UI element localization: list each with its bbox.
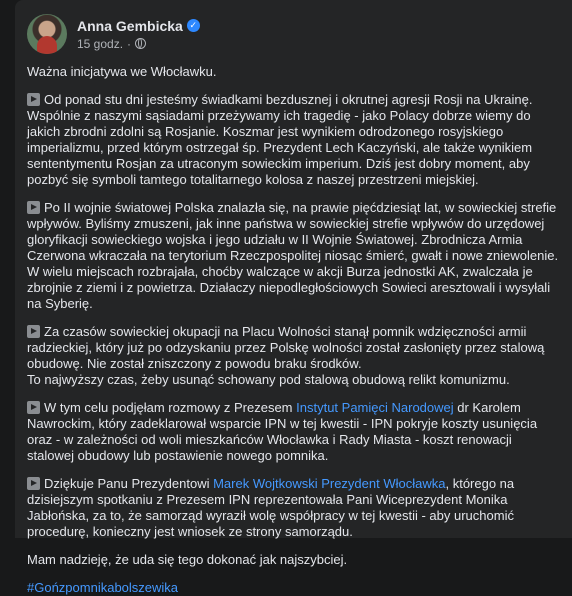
post-card bbox=[15, 0, 572, 595]
paragraph-1-text: Od ponad stu dni jesteśmy świadkami bezdusznej i okrutnej agresji Rosji na Ukrainę. Wspólnie z naszymi sąsiadami przeżywamy ich tragedię - jako Polacy dobrze wiemy do jakich zbrodni zdolni są Rosjanie. Koszmar jest wynikiem odrodzonego rosyjskiego imperializmu, przed którym ostrzegał śp. Prezydent Lech Kaczyński, ale także wynikiem sententymentu Rosjan za utraconym sowieckim imperium. Dziś jest dobry moment, aby pozbyć się symboli tamtego totalitarnego kolosa z naszej przestrzeni miejskiej. bbox=[27, 92, 533, 187]
post-paragraph-1 bbox=[27, 92, 560, 188]
post-meta bbox=[77, 18, 200, 51]
post-paragraph-5 bbox=[27, 476, 560, 540]
play-button-icon bbox=[27, 201, 40, 214]
play-button-icon bbox=[27, 325, 40, 338]
paragraph-4-text-after: dr Karolem Nawrockim, który zadeklarował wsparcie IPN w tej kwestii - IPN pokryje koszty usunięcia oraz - w zależności od woli mieszkańców Włocławka i Rady Miasta - koszt renowacji stalowej obudowy lub postawienie nowego pomnika. bbox=[27, 400, 538, 463]
post-paragraph-2 bbox=[27, 200, 560, 312]
play-button-icon bbox=[27, 93, 40, 106]
timestamp-row bbox=[77, 37, 200, 51]
post-header bbox=[27, 14, 560, 54]
play-button-icon bbox=[27, 477, 40, 490]
paragraph-2-text: Po II wojnie światowej Polska znalazła się, na prawie pięćdziesiąt lat, w sowieckiej strefie wpływów. Byliśmy zmuszeni, jak inne państwa w sowieckiej strefie wpływów do urzędowej gloryfikacji sowieckiego wojska i jego udziału w II Wojnie Światowej. Zbrodnicza Armia Czerwona wkraczała na terytorium Rzeczpospolitej niosąc śmierć, gwałt i nowe zniewolenie. W wielu miejscach rozbrajała, choćby walczące w akcji Burza jednostki AK, zwalczała je zbrojnie z ziemi i z powietrza. Działaczy niepodległościowych Sowieci aresztowali i wysyłali na Syberię. bbox=[27, 200, 559, 311]
post-paragraph-3 bbox=[27, 324, 560, 388]
ipn-page-link[interactable]: Instytut Pamięci Narodowej bbox=[296, 400, 454, 415]
globe-icon[interactable] bbox=[135, 38, 146, 49]
paragraph-3-text-2: To najwyższy czas, żeby usunąć schowany pod stalową obudową relikt komunizmu. bbox=[27, 372, 510, 387]
post-intro: Ważna inicjatywa we Włocławku. bbox=[27, 64, 217, 79]
paragraph-5-text-before: Dziękuje Panu Prezydentowi bbox=[44, 476, 214, 491]
post-hashtag-line bbox=[27, 580, 560, 596]
post-paragraph-4 bbox=[27, 400, 560, 464]
separator: · bbox=[127, 36, 132, 51]
paragraph-4-text-before: W tym celu podjęłam rozmowy z Prezesem bbox=[44, 400, 297, 415]
verified-badge-icon: ✓ bbox=[187, 19, 200, 32]
paragraph-5-text-after: , którego na dzisiejszym spotkaniu z Prezesem IPN reprezentowała Pani Wiceprezydent Monika Jabłońska, za to, że samorząd wyraził wolę współpracy w tej kwestii - aby uruchomić procedurę, konieczny jest wniosek ze strony samorządu. bbox=[27, 476, 515, 539]
hashtag-link[interactable]: #Gońzpomnikabolszewika bbox=[27, 580, 179, 595]
post-body bbox=[27, 64, 560, 596]
post-timestamp[interactable]: 15 godz. bbox=[77, 36, 124, 51]
avatar[interactable] bbox=[27, 14, 67, 54]
mayor-page-link[interactable]: Marek Wojtkowski Prezydent Włocławka bbox=[213, 476, 446, 491]
author-name[interactable]: Anna Gembicka bbox=[77, 17, 183, 34]
play-button-icon bbox=[27, 401, 40, 414]
paragraph-3-text: Za czasów sowieckiej okupacji na Placu Wolności stanął pomnik wdzięczności armii radzieckiej, który już po odzyskaniu przez Polskę wolności został zasłonięty przez stalową obudowę. Nie został zniszczony z powodu braku środków. bbox=[27, 324, 545, 371]
post-closing: Mam nadzieję, że uda się tego dokonać jak najszybciej. bbox=[27, 552, 348, 567]
name-row bbox=[77, 18, 200, 34]
